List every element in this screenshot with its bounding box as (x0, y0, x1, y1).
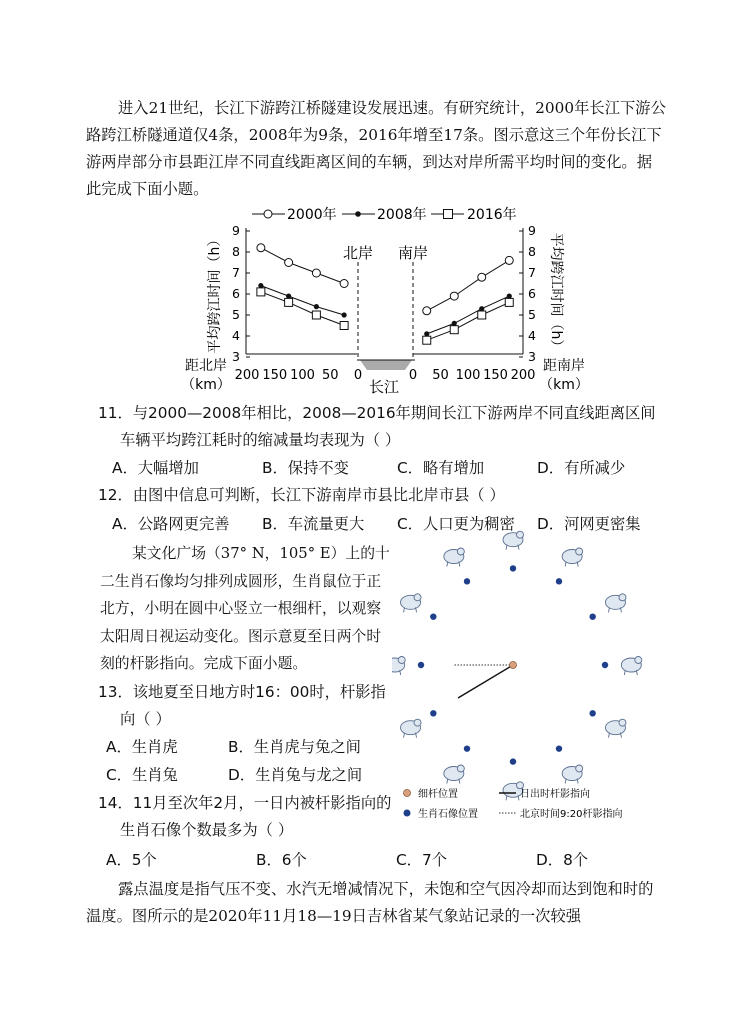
x-left-tick-label: 150 (262, 368, 288, 383)
south-line (427, 296, 510, 334)
left-tick-label: 4 (232, 328, 240, 343)
x-right-tick-label: 200 (510, 368, 536, 383)
q14-stem: 14．11月至次年2月，一日内被杆影指向的生肖石像个数最多为（ ） (98, 794, 392, 839)
pig-icon (444, 548, 465, 567)
x-right-tick-label: 100 (455, 368, 481, 383)
south-bank-label: 南岸 (397, 244, 429, 262)
q14-option-b[interactable]: B．6个 (256, 851, 307, 869)
line-chart (0, 198, 737, 428)
intro3-paragraph: 露点温度是指气压不变、水汽无增减情况下，未饱和空气因冷却而达到饱和时的温度。图所示的是2020年11月18—19日吉林省某气象站记录的一次较强 (86, 880, 654, 925)
q11-option-c[interactable]: C．略有增加 (397, 459, 485, 477)
statue-tiger (589, 614, 595, 620)
x-left-label-1: 距北岸 (185, 358, 227, 374)
rat-icon (503, 531, 524, 550)
dog-icon (401, 594, 422, 613)
statue-rooster (418, 662, 424, 668)
q12-option-c[interactable]: C．人口更为稠密 (397, 515, 515, 533)
statue-snake (556, 745, 562, 751)
north-point (285, 298, 293, 306)
right-y-ticks (519, 223, 536, 364)
rabbit-icon (621, 657, 642, 676)
river-shape (360, 360, 412, 370)
left-y-label: 平均跨江时间（h） (207, 232, 223, 354)
right-tick-label: 8 (528, 244, 536, 259)
south-point (478, 311, 486, 319)
x-left-tick-label: 100 (290, 368, 315, 383)
zodiac-circle (392, 531, 642, 800)
goat-icon (444, 765, 465, 784)
left-tick-label: 6 (232, 286, 240, 301)
legend-statue: 生肖石像位置 (418, 809, 478, 820)
q13-option-c[interactable]: C．生肖兔 (106, 766, 178, 784)
south-point (478, 273, 486, 281)
north-point (342, 312, 347, 317)
statue-dragon (589, 710, 595, 716)
right-y-label: 平均跨江时间（h） (548, 232, 564, 354)
south-line (427, 302, 510, 340)
legend-sunrise: 日出时杆影指向 (520, 789, 590, 800)
intro-paragraph: 进入21世纪，长江下游跨江桥隧建设发展迅速。有研究统计，2000年长江下游公路跨江桥隧通道仅4条，2008年为9条，2016年增至17条。图示意这三个年份长江下游两岸部分市县距江岸不同直线距离区间的车辆，到达对岸所需平均时间的变化。据此完成下面小题。 (86, 99, 666, 198)
q12-option-d[interactable]: D．河网更密集 (537, 515, 641, 533)
legend-label-2000: 2000年 (287, 207, 337, 223)
north-line (261, 248, 344, 284)
left-tick-label: 8 (232, 244, 240, 259)
north-point (312, 269, 320, 277)
statue-ox (556, 578, 562, 584)
river-label: 长江 (368, 378, 400, 396)
q11-option-d[interactable]: D．有所减少 (537, 459, 626, 477)
q14-option-c[interactable]: C．7个 (396, 851, 448, 869)
right-tick-label: 7 (528, 265, 536, 280)
south-point (505, 256, 513, 264)
q12-stem: 12．由图中信息可判断，长江下游南岸市县比北岸市县（ ） (98, 486, 505, 504)
x-left-label-2: （km） (181, 377, 231, 393)
q14-option-d[interactable]: D．8个 (536, 851, 589, 869)
statue-horse (510, 758, 516, 764)
q13-option-d[interactable]: D．生肖兔与龙之间 (228, 766, 363, 784)
statue-pig (464, 578, 470, 584)
chart-legend (252, 206, 517, 223)
q12-option-b[interactable]: B．车流量更大 (262, 515, 365, 533)
left-tick-label: 3 (232, 349, 240, 364)
north-point (312, 311, 320, 319)
sunrise-shadow-line (458, 665, 513, 698)
left-y-ticks (232, 223, 250, 364)
left-tick-label: 5 (232, 307, 240, 322)
series-2016年 (257, 288, 513, 344)
x-right-tick-label: 50 (432, 368, 449, 383)
rooster-icon (392, 657, 405, 676)
q11-stem: 11．与2000—2008年相比，2008—2016年期间长江下游两岸不同直线距离区间车辆平均跨江耗时的缩减量均表现为（ ） (98, 404, 656, 449)
x-right-tick-label: 0 (408, 368, 418, 383)
legend-marker-2008 (355, 211, 361, 217)
snake-icon (562, 765, 583, 784)
ox-icon (562, 548, 583, 567)
series-2008年 (258, 283, 512, 337)
chart-series (257, 244, 513, 344)
right-tick-label: 4 (528, 328, 536, 343)
south-point (423, 307, 431, 315)
north-point (340, 322, 348, 330)
q13-stem: 13．该地夏至日地方时16：00时，杆影指向（ ） (98, 683, 386, 728)
dragon-icon (605, 719, 626, 738)
statue-dog (430, 614, 436, 620)
north-line (261, 286, 344, 315)
monkey-icon (401, 719, 422, 738)
x-right-label-1: 距南岸 (543, 358, 585, 374)
legend-beijing: 北京时间9:20杆影指向 (520, 809, 623, 820)
statue-rabbit (602, 662, 608, 668)
x-left-tick-label: 200 (234, 368, 260, 383)
x-right-label-2: （km） (539, 377, 589, 393)
q11-option-b[interactable]: B．保持不变 (262, 459, 349, 477)
series-2000年 (257, 244, 513, 315)
north-point (285, 259, 293, 267)
legend-marker-2000 (264, 210, 272, 218)
south-point (450, 292, 458, 300)
north-point (340, 280, 348, 288)
tiger-icon (605, 594, 626, 613)
north-point (257, 244, 265, 252)
south-point (423, 336, 431, 344)
x-left-tick-label: 50 (321, 368, 339, 383)
zodiac-diagram (392, 530, 652, 830)
legend-marker-2016 (444, 210, 453, 219)
right-tick-label: 9 (528, 223, 536, 238)
left-tick-label: 9 (232, 223, 240, 238)
north-bank-label: 北岸 (342, 244, 374, 262)
legend-label-2008: 2008年 (377, 207, 427, 223)
intro2-paragraph: 某文化广场（37° N，105° E）上的十二生肖石像均匀排列成圆形，生肖鼠位于正北方，小明在圆中心竖立一根细杆，以观察太阳周日视运动变化。图示意夏至日两个时刻的杆影指向。完成下面小题。 (100, 545, 390, 672)
south-point (450, 326, 458, 334)
right-tick-label: 3 (528, 349, 536, 364)
x-right-tick-label: 150 (483, 368, 508, 383)
statue-monkey (430, 710, 436, 716)
south-point (505, 298, 513, 306)
statue-rat (510, 565, 516, 571)
q13-option-a[interactable]: A．生肖虎 (106, 738, 178, 756)
q11-option-a[interactable]: A．大幅增加 (112, 459, 199, 477)
pole-marker (510, 662, 517, 669)
q14-option-a[interactable]: A．5个 (106, 851, 157, 869)
north-point (314, 304, 319, 309)
legend-pole: 细杆位置 (418, 789, 458, 800)
left-tick-label: 7 (232, 265, 240, 280)
right-tick-label: 6 (528, 286, 536, 301)
x-left-tick-label: 0 (353, 368, 363, 383)
legend-label-2016: 2016年 (467, 207, 517, 223)
right-tick-label: 5 (528, 307, 536, 322)
north-line (261, 292, 344, 326)
statue-goat (464, 745, 470, 751)
north-point (257, 288, 265, 296)
south-line (427, 260, 510, 310)
q13-option-b[interactable]: B．生肖虎与兔之间 (228, 738, 361, 756)
q12-option-a[interactable]: A．公路网更完善 (112, 515, 230, 533)
